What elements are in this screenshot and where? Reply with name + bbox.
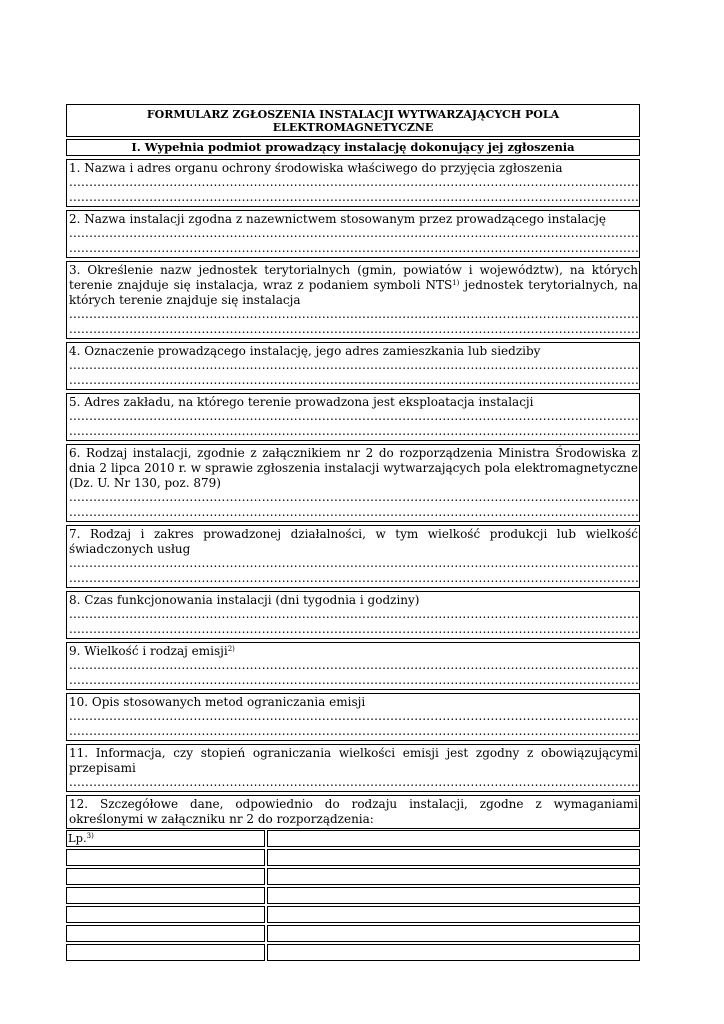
field-10-label: 10. Opis stosowanych metod ograniczania emisji [69,695,366,709]
fill-line[interactable] [69,242,638,257]
footnote-ref-1: 1) [452,279,460,287]
field-6-label: 6. Rodzaj instalacji, zgodnie z załącznikiem nr 2 do rozporządzenia Ministra Środowiska z dnia 2 lipca 2010 r. w sprawie zgłoszenia instalacji wytwarzających pola elektromagnetyczne (Dz. U. Nr 130, poz. 879) [69,446,638,490]
table-cell[interactable] [267,925,640,942]
field-5-label: 5. Adres zakładu, na którego terenie prowadzona jest eksploatacja instalacji [69,395,534,409]
fill-line[interactable] [69,557,638,572]
table-cell[interactable] [66,849,265,866]
field-12-label: 12. Szczegółowe dane, odpowiednio do rodzaju instalacji, zgodne z wymaganiami określonymi w załączniku nr 2 do rozporządzenia: [69,797,638,826]
section-heading: I. Wypełnia podmiot prowadzący instalację dokonujący jej zgłoszenia [66,139,640,156]
fill-line[interactable] [69,425,638,440]
fill-line[interactable] [69,308,638,323]
table-row [66,849,640,866]
table-row [66,925,640,942]
table-cell[interactable] [267,868,640,885]
fill-line[interactable] [69,725,638,740]
table-cell[interactable] [267,906,640,923]
field-3-label-text: 3. Określenie nazw jednostek terytorialnych (gmin, powiatów i województw), na których terenie znajduje się instalacja, wraz z podaniem symboli NTS [69,263,638,292]
field-11-compliance[interactable] [66,744,640,792]
fill-line[interactable] [69,176,638,191]
table-cell[interactable] [66,944,265,961]
field-3-territorial-units[interactable] [66,261,640,339]
fill-line[interactable] [69,776,638,791]
fill-line[interactable] [69,323,638,338]
footnote-ref-3: 3) [86,832,94,840]
form-title-line-1: FORMULARZ ZGŁOSZENIA INSTALACJI WYTWARZAJĄCYCH POLA [146,108,560,121]
field-3-label [69,263,638,308]
fill-line[interactable] [69,572,638,587]
fill-line[interactable] [69,374,638,389]
details-table [66,830,640,961]
table-cell[interactable] [66,925,265,942]
field-7-label: 7. Rodzaj i zakres prowadzonej działalności, w tym wielkość produkcji lub wielkość świadczonych usług [69,527,638,556]
field-1-label: 1. Nazwa i adres organu ochrony środowiska właściwego do przyjęcia zgłoszenia [69,161,563,175]
fill-line[interactable] [69,506,638,521]
field-4-operator[interactable] [66,342,640,390]
table-cell[interactable] [267,849,640,866]
table-cell[interactable] [66,906,265,923]
field-9-label-text: 9. Wielkość i rodzaj emisji [69,644,228,658]
field-8-operating-time[interactable] [66,591,640,639]
field-2-label: 2. Nazwa instalacji zgodna z nazewnictwem stosowanym przez prowadzącego instalację [69,212,606,226]
table-cell[interactable] [267,944,640,961]
fill-line[interactable] [69,623,638,638]
field-11-label: 11. Informacja, czy stopień ograniczania wielkości emisji jest zgodny z obowiązującymi przepisami [69,746,638,775]
field-12-detailed-data [66,795,640,829]
fill-line[interactable] [69,674,638,689]
field-2-installation-name[interactable] [66,210,640,258]
emf-installation-form [66,104,640,961]
field-5-plant-address[interactable] [66,393,640,441]
table-row [66,906,640,923]
table-header-row [66,830,640,847]
table-header-lp [66,830,265,847]
fill-line[interactable] [69,608,638,623]
footnote-ref-2: 2) [227,645,235,653]
fill-line[interactable] [69,227,638,242]
table-cell[interactable] [66,887,265,904]
form-title-line-2: ELEKTROMAGNETYCZNE [272,121,434,134]
table-cell[interactable] [267,887,640,904]
field-3-label-text-cont: jednostek terytorialnych, na których terenie znajduje się instalacja [69,278,638,307]
table-cell[interactable] [66,868,265,885]
field-9-label [69,644,638,659]
field-8-label: 8. Czas funkcjonowania instalacji (dni tygodnia i godziny) [69,593,420,607]
lp-label: Lp. [68,831,87,845]
fill-line[interactable] [69,491,638,506]
fill-line[interactable] [69,410,638,425]
field-1-authority[interactable] [66,159,640,207]
field-10-methods[interactable] [66,693,640,741]
table-row [66,887,640,904]
field-6-installation-type[interactable] [66,444,640,522]
form-title [66,104,640,137]
field-7-activity[interactable] [66,525,640,588]
fill-line[interactable] [69,710,638,725]
fill-line[interactable] [69,659,638,674]
fill-line[interactable] [69,359,638,374]
table-row [66,944,640,961]
field-9-emission[interactable] [66,642,640,690]
field-4-label: 4. Oznaczenie prowadzącego instalację, jego adres zamieszkania lub siedziby [69,344,541,358]
table-header-cell [267,830,640,847]
fill-line[interactable] [69,191,638,206]
table-row [66,868,640,885]
